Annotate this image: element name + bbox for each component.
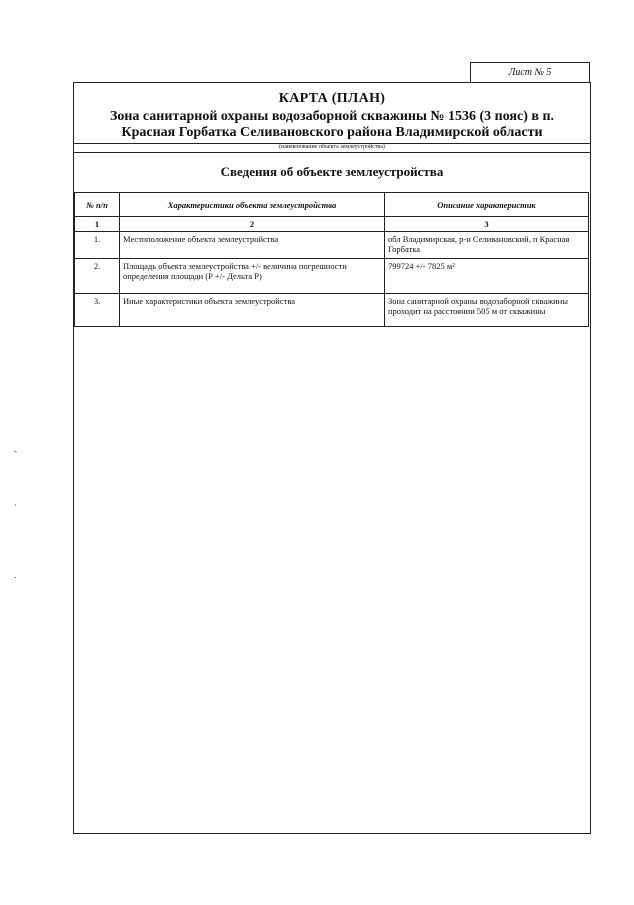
section-divider	[74, 152, 590, 153]
sheet-number-label: Лист № 5	[470, 62, 590, 83]
scan-mark: ·	[14, 500, 17, 510]
row-description: обл Владимирская, р-н Селивановский, п Красная Горбатка	[385, 232, 589, 259]
col-number-3: 3	[385, 217, 589, 232]
section-title: Сведения об объекте землеустройства	[220, 164, 444, 179]
row-number: 2.	[75, 259, 120, 294]
table-row	[75, 232, 589, 259]
header-num: № п/п	[75, 193, 120, 217]
row-number: 3.	[75, 294, 120, 327]
row-description: 799724 +/- 7825 м²	[385, 259, 589, 294]
header-characteristic: Характеристики объекта землеустройства	[120, 193, 385, 217]
subtitle-line-2: Красная Горбатка Селивановского района Владимирской области	[121, 125, 543, 140]
table-header-row	[75, 193, 589, 217]
scan-mark: -	[14, 446, 17, 456]
header-description: Описание характеристик	[385, 193, 589, 217]
scan-mark: .	[14, 570, 17, 580]
document-subtitle	[74, 109, 590, 141]
row-characteristic: Площадь объекта землеустройства +/- величина погрешности определения площади (Р +/- Дельта Р)	[120, 259, 385, 294]
row-characteristic: Иные характеристики объекта землеустройства	[120, 294, 385, 327]
table-column-numbers-row	[75, 217, 589, 232]
object-name-caption: (наименование объекта землеустройства)	[279, 144, 385, 150]
row-characteristic: Местоположение объекта землеустройства	[120, 232, 385, 259]
col-number-1: 1	[75, 217, 120, 232]
document-frame	[73, 82, 591, 834]
table-row	[75, 294, 589, 327]
document-title: КАРТА (ПЛАН)	[278, 91, 386, 106]
table-row	[75, 259, 589, 294]
subtitle-line-1: Зона санитарной охраны водозаборной скважины № 1536 (3 пояс) в п.	[109, 109, 555, 124]
row-description: Зона санитарной охраны водозаборной скважины проходит на расстоянии 505 м от скважины	[385, 294, 589, 327]
col-number-2: 2	[120, 217, 385, 232]
row-number: 1.	[75, 232, 120, 259]
land-object-table	[74, 192, 589, 327]
